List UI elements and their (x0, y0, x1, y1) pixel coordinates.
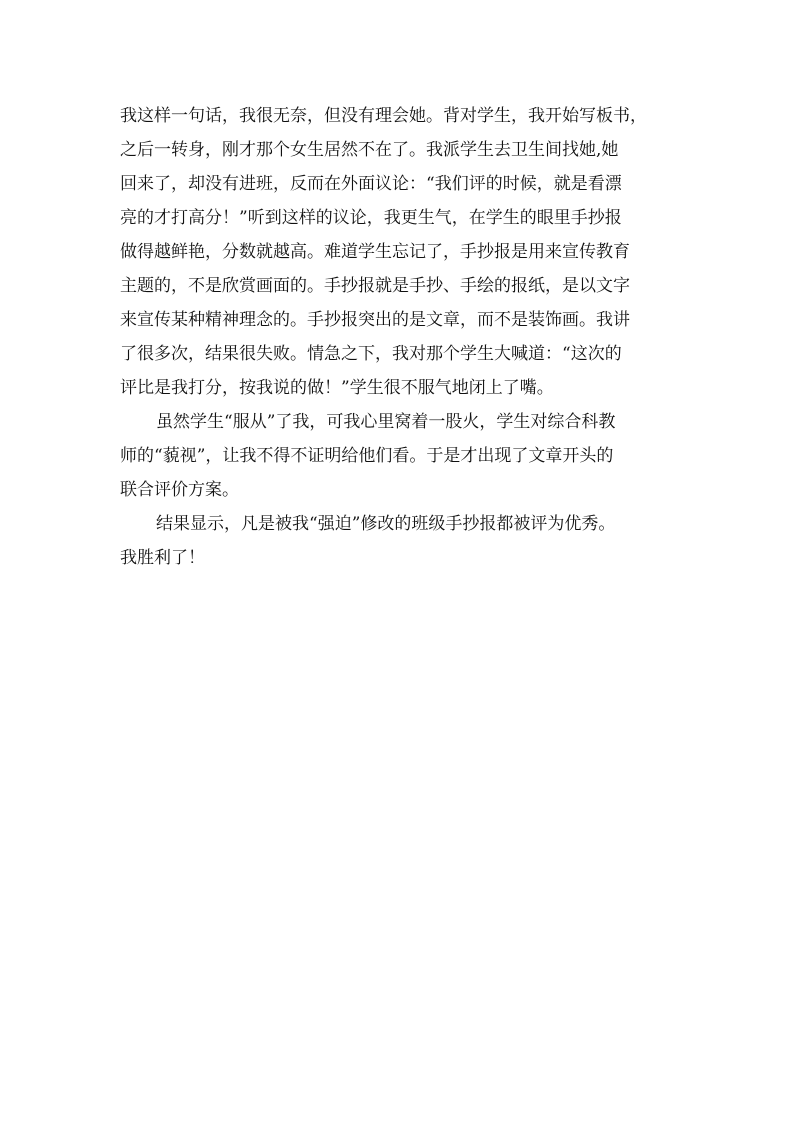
text-line: 虽然学生“服从”了我，可我心里窝着一股火，学生对综合科教 (156, 412, 616, 432)
text-line: 评比是我打分，按我说的做！”学生很不服气地闭上了嘴。 (120, 378, 554, 398)
text-line: 结果显示，凡是被我“强迫”修改的班级手抄报都被评为优秀。 (156, 514, 616, 534)
document-body (120, 99, 680, 575)
text-line: 我这样一句话，我很无奈，但没有理会她。背对学生，我开始写板书， (120, 106, 647, 126)
text-line: 做得越鲜艳，分数就越高。难道学生忘记了，手抄报是用来宣传教育 (120, 242, 630, 262)
text-line: 之后一转身，刚才那个女生居然不在了。我派学生去卫生间找她,她 (120, 140, 619, 160)
text-line: 了很多次，结果很失败。情急之下，我对那个学生大喊道：“这次的 (120, 344, 622, 364)
text-line: 主题的，不是欣赏画面的。手抄报就是手抄、手绘的报纸，是以文字 (120, 276, 630, 296)
text-line: 来宣传某种精神理念的。手抄报突出的是文章，而不是装饰画。我讲 (120, 310, 630, 330)
text-line: 联合评价方案。 (120, 480, 239, 500)
text-line: 亮的才打高分！”听到这样的议论，我更生气，在学生的眼里手抄报 (120, 208, 622, 228)
text-line: 回来了，却没有进班，反而在外面议论：“我们评的时候，就是看漂 (120, 174, 622, 194)
text-line: 师的“藐视”，让我不得不证明给他们看。于是才出现了文章开头的 (120, 446, 614, 466)
text-line: 我胜利了！ (120, 548, 205, 568)
